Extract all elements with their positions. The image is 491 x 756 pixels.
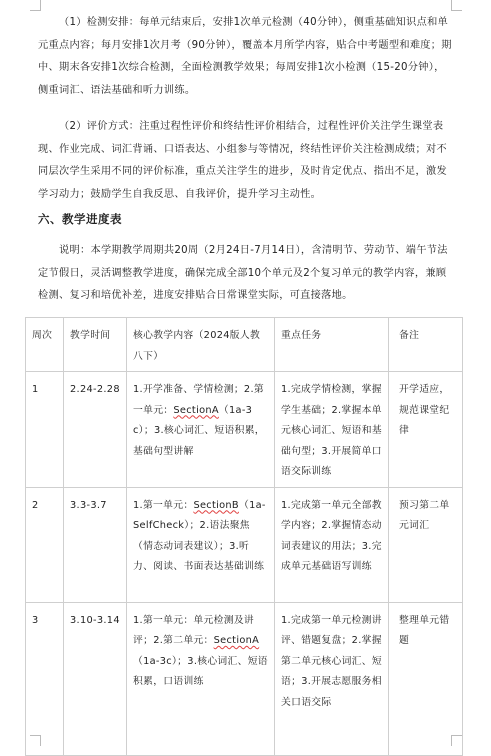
- cell-note: 预习第二单元词汇: [389, 487, 463, 602]
- cell-week: 1: [26, 372, 64, 488]
- cell-note: 开学适应，规范课堂纪律: [389, 372, 463, 488]
- cell-week: 2: [26, 487, 64, 602]
- cell-content: [127, 372, 275, 488]
- cell-task: 1.完成第一单元检测讲评、错题复盘；2.掌握第二单元核心词汇、短语；3.开展志愿服务相关口语交际: [275, 602, 389, 755]
- corner-mark-top-left: [30, 0, 41, 11]
- content-text: 1.开学准备、学情检测；2.第一单元：: [133, 384, 264, 416]
- section-term: SectionB: [193, 499, 239, 511]
- cell-note: 整理单元错题: [389, 602, 463, 755]
- header-time: 教学时间: [64, 318, 127, 372]
- header-note: 备注: [389, 318, 463, 372]
- cell-task: 1.完成第一单元全部教学内容；2.掌握情态动词表建议的用法；3.完成单元基础语写训练: [275, 487, 389, 602]
- table-row: [26, 602, 463, 755]
- content-text: （1a-SelfCheck）；2.语法聚焦（情态动词表建议）；3.听力、阅读、书面表达基础训练: [133, 499, 266, 572]
- content-text: 1.第一单元：: [133, 499, 194, 511]
- cell-task: 1.完成学情检测，掌握学生基础；2.掌握本单元核心词汇、短语和基础句型；3.开展简单口语交际训练: [275, 372, 389, 488]
- table-row: [26, 487, 463, 602]
- header-content: 核心教学内容（2024版人教八下）: [127, 318, 275, 372]
- header-task: 重点任务: [275, 318, 389, 372]
- section-heading: 六、教学进度表: [38, 212, 122, 226]
- assessment-schedule-paragraph: （1）检测安排：每单元结束后，安排1次单元检测（40分钟），侧重基础知识点和单元重点内容；每月安排1次月考（90分钟），覆盖本月所学内容，贴合中考题型和难度；期中、期末各安排1次综合检测，全面检测教学效果；每周安排1次小检测（15-20分钟），侧重词汇、语法基础和听力训练。: [38, 17, 452, 96]
- teaching-schedule-table: [25, 317, 463, 756]
- corner-mark-top-right: [451, 0, 462, 11]
- section-term: SectionA: [213, 635, 260, 646]
- content-text: （1a-3c）；3.核心词汇、短语积累，口语训练: [133, 655, 268, 687]
- section-term: SectionA: [173, 404, 219, 416]
- cell-content: [127, 487, 275, 602]
- content-text: 1.第一单元：单元检测及讲评；2.第二单元：: [133, 614, 255, 646]
- cell-content: [127, 602, 275, 755]
- table-header-row: [26, 318, 463, 372]
- cell-time: 2.24-2.28: [64, 372, 127, 488]
- table-row: [26, 372, 463, 488]
- schedule-intro-paragraph: 说明：本学期教学周期共20周（2月24日-7月14日），含清明节、劳动节、端午节法定节假日，灵活调整教学进度，确保完成全部10个单元及2个复习单元的教学内容，兼顾检测、复习和培优补差，进度安排贴合日常课堂实际，可直接落地。: [38, 245, 448, 301]
- cell-week: 3: [26, 602, 64, 755]
- content-text: （1a-3c）；3.核心词汇、短语积累，基础句型讲解: [133, 404, 265, 457]
- evaluation-method-paragraph: （2）评价方式：注重过程性评价和终结性评价相结合，过程性评价关注学生课堂表现、作业完成、词汇背诵、口语表达、小组参与等情况，终结性评价关注检测成绩；对不同层次学生采用不同的评价标准，重点关注学生的进步，及时肯定优点、指出不足，激发学习动力；鼓励学生自我反思、自我评价，提升学习主动性。: [38, 121, 448, 200]
- header-week: 周次: [26, 318, 64, 372]
- cell-time: 3.10-3.14: [64, 602, 127, 755]
- cell-time: 3.3-3.7: [64, 487, 127, 602]
